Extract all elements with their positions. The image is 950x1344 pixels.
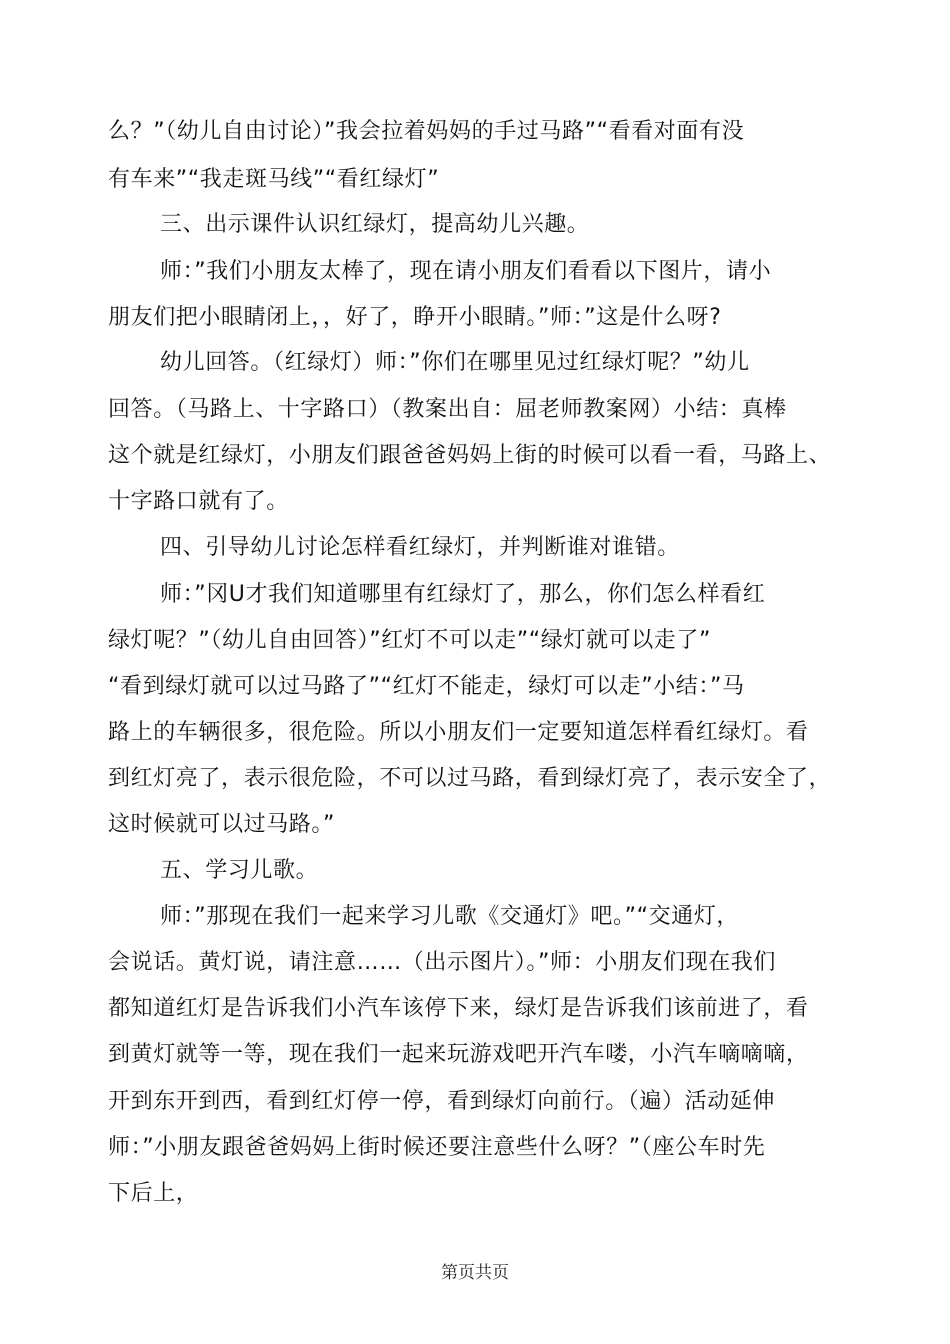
text-line: 师：”冈U才我们知道哪里有红绿灯了，那么，你们怎么样看红 xyxy=(160,582,766,607)
text-line: 到黄灯就等一等，现在我们一起来玩游戏吧开汽车喽，小汽车嘀嘀嘀， xyxy=(108,1042,809,1067)
text-line: 下后上， xyxy=(108,1181,199,1206)
text-line: 师：”我们小朋友太棒了，现在请小朋友们看看以下图片，请小 xyxy=(160,259,772,284)
text-line: 回答。（马路上、十字路口）（教案出自：屈老师教案网）小结：真棒 xyxy=(108,397,787,422)
text-line: 到红灯亮了，表示很危险，不可以过马路，看到绿灯亮了，表示安全了， xyxy=(108,766,832,791)
text-line: 师：”小朋友跟爸爸妈妈上街时候还要注意些什么呀？”（座公车时先 xyxy=(108,1135,766,1160)
text-line: 开到东开到西，看到红灯停一停，看到绿灯向前行。（遍）活动延伸 xyxy=(108,1089,776,1114)
text-line: 有车来”“我走斑马线”“看红绿灯” xyxy=(108,167,440,192)
text-line: 十字路口就有了。 xyxy=(108,489,289,514)
page-footer: 第页共页 xyxy=(441,1263,509,1283)
text-line: 路上的车辆很多，很危险。所以小朋友们一定要知道怎样看红绿灯。看 xyxy=(108,720,809,745)
text-line: “看到绿灯就可以过马路了”“红灯不能走，绿灯可以走”小结：”马 xyxy=(108,674,745,699)
section-heading: 五、学习儿歌。 xyxy=(160,858,319,883)
text-line: 这个就是红绿灯，小朋友们跟爸爸妈妈上街的时候可以看一看，马路上、 xyxy=(108,443,832,468)
section-heading: 四、引导幼儿讨论怎样看红绿灯，并判断谁对谁错。 xyxy=(160,535,680,560)
text-line: 绿灯呢？”（幼儿自由回答）”红灯不可以走”“绿灯就可以走了” xyxy=(108,628,711,653)
text-line: 师：”那现在我们一起来学习儿歌《交通灯》吧。”“交通灯， xyxy=(160,904,739,929)
text-line: 都知道红灯是告诉我们小汽车该停下来，绿灯是告诉我们该前进了，看 xyxy=(108,996,809,1021)
text-line: 朋友们把小眼睛闭上，，好了，睁开小眼睛。”师：”这是什么呀? xyxy=(108,305,722,330)
text-line: 这时候就可以过马路。” xyxy=(108,812,335,837)
section-heading: 三、出示课件认识红绿灯，提高幼儿兴趣。 xyxy=(160,212,590,237)
text-line: 幼儿回答。（红绿灯）师：”你们在哪里见过红绿灯呢？”幼儿 xyxy=(160,350,750,375)
text-line: 会说话。黄灯说，请注意……（出示图片）。”师：小朋友们现在我们 xyxy=(108,950,776,975)
text-line: 么？”（幼儿自由讨论）”我会拉着妈妈的手过马路”“看看对面有没 xyxy=(108,119,745,144)
